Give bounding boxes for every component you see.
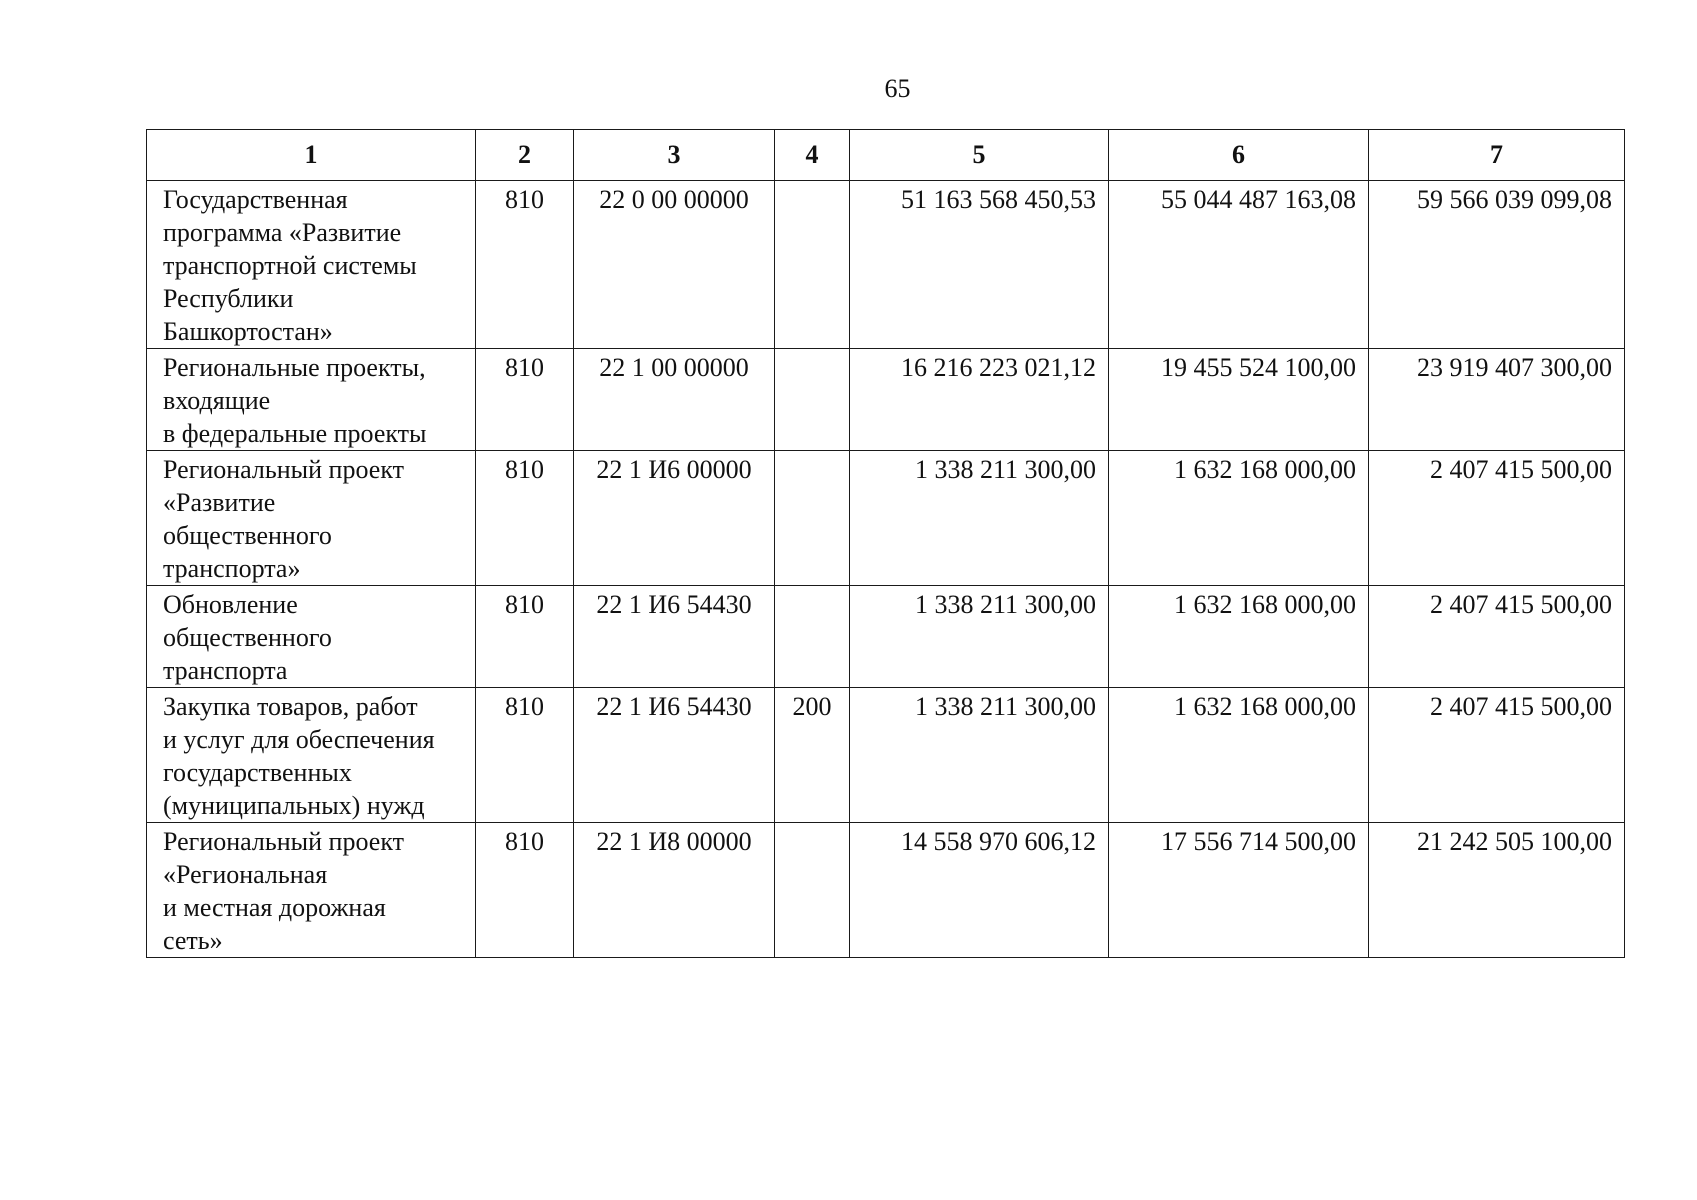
row-name-line: программа «Развитие (163, 218, 402, 247)
row-name-line: Региональные проекты, (163, 353, 426, 382)
row-name-cell (147, 586, 476, 688)
amount-col-7-cell: 21 242 505 100,00 (1369, 823, 1625, 958)
header-col-3: 3 (574, 130, 775, 181)
table-row (147, 688, 1625, 823)
row-name-cell (147, 823, 476, 958)
target-article-cell: 22 0 00 00000 (574, 181, 775, 349)
amount-col-6-cell: 1 632 168 000,00 (1109, 688, 1369, 823)
row-name-line: Обновление (163, 590, 298, 619)
expense-type-cell (775, 823, 850, 958)
row-name-line: Региональный проект (163, 455, 404, 484)
amount-col-6-cell: 17 556 714 500,00 (1109, 823, 1369, 958)
ministry-code-cell: 810 (476, 349, 574, 451)
header-col-1: 1 (147, 130, 476, 181)
amount-col-7-cell: 2 407 415 500,00 (1369, 451, 1625, 586)
row-name-line: общественного (163, 521, 332, 550)
table-row (147, 349, 1625, 451)
page-number: 65 (884, 74, 911, 103)
amount-col-5-cell: 14 558 970 606,12 (850, 823, 1109, 958)
expense-type-cell (775, 451, 850, 586)
expense-type-cell: 200 (775, 688, 850, 823)
row-name-line: транспорта (163, 656, 288, 685)
header-row (147, 130, 1625, 181)
amount-col-5-cell: 1 338 211 300,00 (850, 451, 1109, 586)
row-name-cell (147, 181, 476, 349)
amount-col-6-cell: 1 632 168 000,00 (1109, 586, 1369, 688)
ministry-code-cell: 810 (476, 688, 574, 823)
row-name-line: входящие (163, 386, 271, 415)
header-col-6: 6 (1109, 130, 1369, 181)
row-name-cell (147, 451, 476, 586)
amount-col-7-cell: 59 566 039 099,08 (1369, 181, 1625, 349)
amount-col-5-cell: 51 163 568 450,53 (850, 181, 1109, 349)
row-name-cell (147, 688, 476, 823)
row-name-line: Региональный проект (163, 827, 404, 856)
expense-type-cell (775, 349, 850, 451)
amount-col-6-cell: 1 632 168 000,00 (1109, 451, 1369, 586)
target-article-cell: 22 1 И6 00000 (574, 451, 775, 586)
table-row (147, 451, 1625, 586)
amount-col-7-cell: 23 919 407 300,00 (1369, 349, 1625, 451)
row-name-line: в федеральные проекты (163, 419, 427, 448)
amount-col-5-cell: 1 338 211 300,00 (850, 586, 1109, 688)
target-article-cell: 22 1 И6 54430 (574, 586, 775, 688)
row-name-line: транспортной системы (163, 251, 417, 280)
row-name-line: Башкортостан» (163, 317, 333, 346)
row-name-line: общественного (163, 623, 332, 652)
amount-col-5-cell: 16 216 223 021,12 (850, 349, 1109, 451)
amount-col-7-cell: 2 407 415 500,00 (1369, 688, 1625, 823)
ministry-code-cell: 810 (476, 181, 574, 349)
header-col-7: 7 (1369, 130, 1625, 181)
budget-table (146, 129, 1625, 958)
row-name-line: транспорта» (163, 554, 301, 583)
ministry-code-cell: 810 (476, 586, 574, 688)
row-name-cell (147, 349, 476, 451)
target-article-cell: 22 1 И6 54430 (574, 688, 775, 823)
table-row (147, 181, 1625, 349)
row-name-line: Закупка товаров, работ (163, 692, 418, 721)
row-name-line: «Региональная (163, 860, 328, 889)
header-col-2: 2 (476, 130, 574, 181)
row-name-line: (муниципальных) нужд (163, 791, 425, 820)
row-name-line: государственных (163, 758, 352, 787)
row-name-line: сеть» (163, 926, 223, 955)
row-name-line: «Развитие (163, 488, 276, 517)
target-article-cell: 22 1 И8 00000 (574, 823, 775, 958)
row-name-line: и местная дорожная (163, 893, 386, 922)
header-col-4: 4 (775, 130, 850, 181)
expense-type-cell (775, 586, 850, 688)
header-col-5: 5 (850, 130, 1109, 181)
row-name-line: и услуг для обеспечения (163, 725, 435, 754)
amount-col-6-cell: 55 044 487 163,08 (1109, 181, 1369, 349)
amount-col-7-cell: 2 407 415 500,00 (1369, 586, 1625, 688)
ministry-code-cell: 810 (476, 451, 574, 586)
table-row (147, 586, 1625, 688)
ministry-code-cell: 810 (476, 823, 574, 958)
row-name-line: Республики (163, 284, 294, 313)
target-article-cell: 22 1 00 00000 (574, 349, 775, 451)
amount-col-5-cell: 1 338 211 300,00 (850, 688, 1109, 823)
amount-col-6-cell: 19 455 524 100,00 (1109, 349, 1369, 451)
table-row (147, 823, 1625, 958)
expense-type-cell (775, 181, 850, 349)
row-name-line: Государственная (163, 185, 348, 214)
